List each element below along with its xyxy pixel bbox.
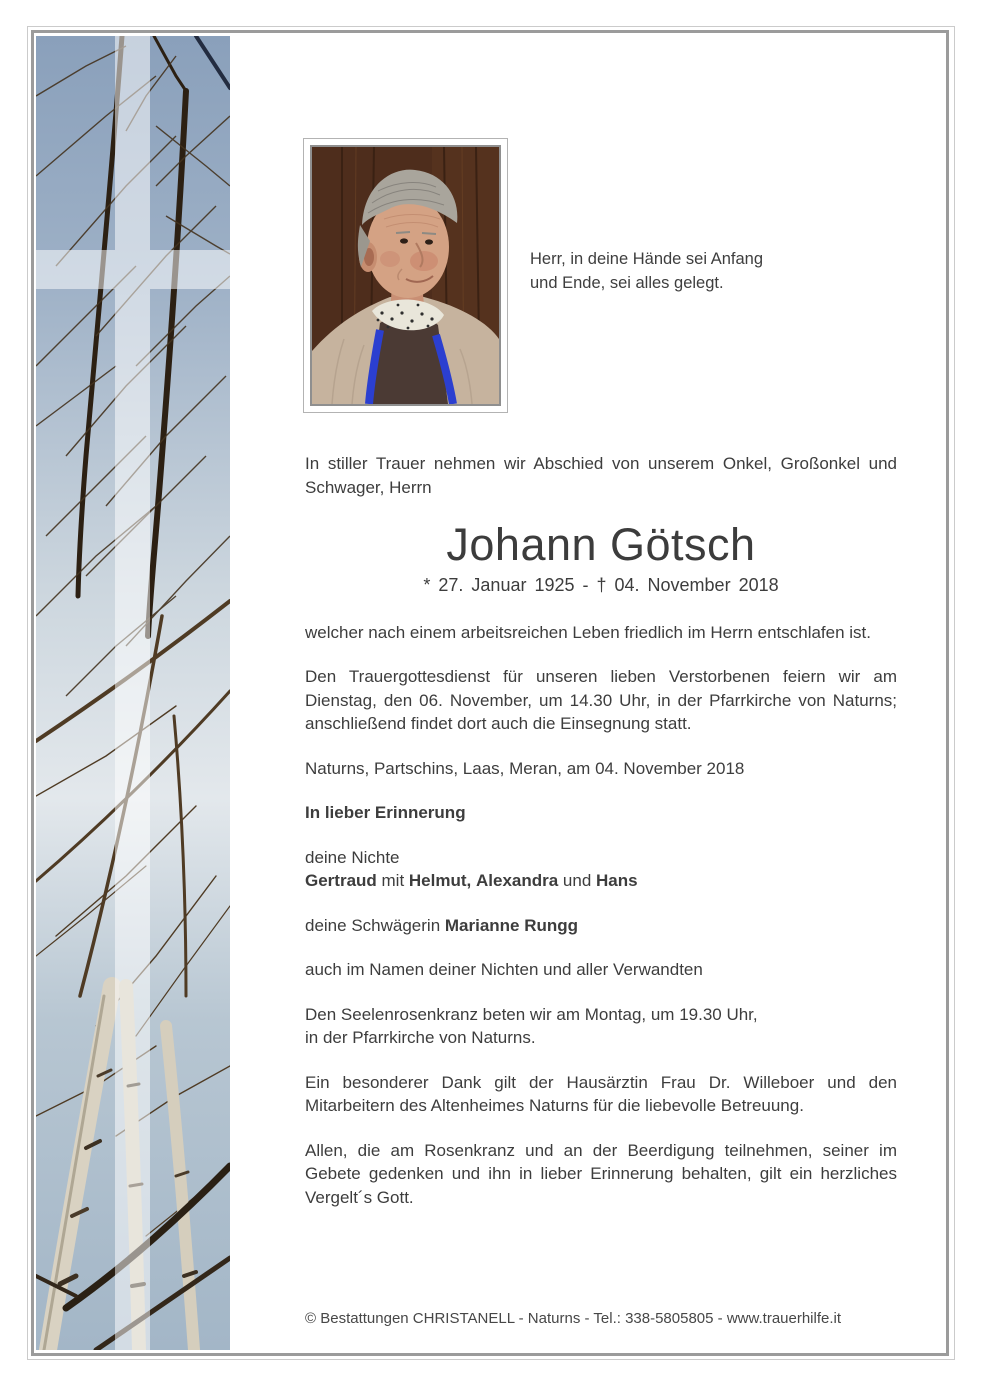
death-paragraph: welcher nach einem arbeitsreichen Leben friedlich im Herrn entschlafen ist.	[305, 622, 872, 642]
rosary-line-2: in der Pfarrkirche von Naturns.	[305, 1028, 536, 1047]
rosary-paragraph	[305, 1003, 897, 1050]
remembrance-heading: In lieber Erinnerung	[305, 803, 466, 822]
service-paragraph: Den Trauergottesdienst für unseren lieben Verstorbenen feiern wir am Dienstag, den 06. November, um 14.30 Uhr, in der Pfarrkirche von Naturns; anschließend findet dort auch die Einsegnung statt.	[305, 667, 897, 733]
niece-label: deine Nichte	[305, 847, 400, 867]
places-date-line: Naturns, Partschins, Laas, Meran, am 04. November 2018	[305, 758, 745, 778]
intro-paragraph: In stiller Trauer nehmen wir Abschied von unserem Onkel, Großonkel und Schwager, Herrn	[305, 454, 897, 497]
relatives-line: auch im Namen deiner Nichten und aller Verwandten	[305, 960, 703, 979]
footer-line: © Bestattungen CHRISTANELL - Naturns - Tel.: 338-5805805 - www.trauerhilfe.it	[305, 1310, 842, 1327]
farewell-paragraph: Allen, die am Rosenkranz und an der Beerdigung teilnehmen, seiner im Gebete gedenken und ihn in lieber Erinnerung behalten, gilt ein herzliches Vergelt´s Gott.	[305, 1140, 897, 1207]
portrait-photo	[310, 145, 501, 406]
thanks-paragraph: Ein besonderer Dank gilt der Hausärztin Frau Dr. Willeboer und den Mitarbeitern des Altenheimes Naturns für die liebevolle Betreuung.	[305, 1072, 897, 1115]
birch-cross-artwork	[36, 36, 230, 1350]
sister-in-law-line: deine Schwägerin Marianne Rungg	[305, 915, 579, 935]
quote-line-2: und Ende, sei alles gelegt.	[530, 274, 724, 292]
portrait-frame	[303, 138, 508, 413]
memorial-quote	[530, 247, 763, 295]
life-dates: * 27. Januar 1925 - † 04. November 2018	[423, 575, 779, 595]
announcement-text	[305, 452, 897, 1230]
rosary-line-1: Den Seelenrosenkranz beten wir am Montag, um 19.30 Uhr,	[305, 1004, 758, 1024]
quote-line-1: Herr, in deine Hände sei Anfang	[530, 250, 763, 268]
nieces-paragraph: deine Nichte Gertraud mit Helmut, Alexandra und Hans	[305, 847, 638, 890]
birch-cross-image	[36, 36, 230, 1350]
deceased-name: Johann Götsch	[446, 519, 756, 570]
portrait-artwork	[312, 147, 499, 404]
